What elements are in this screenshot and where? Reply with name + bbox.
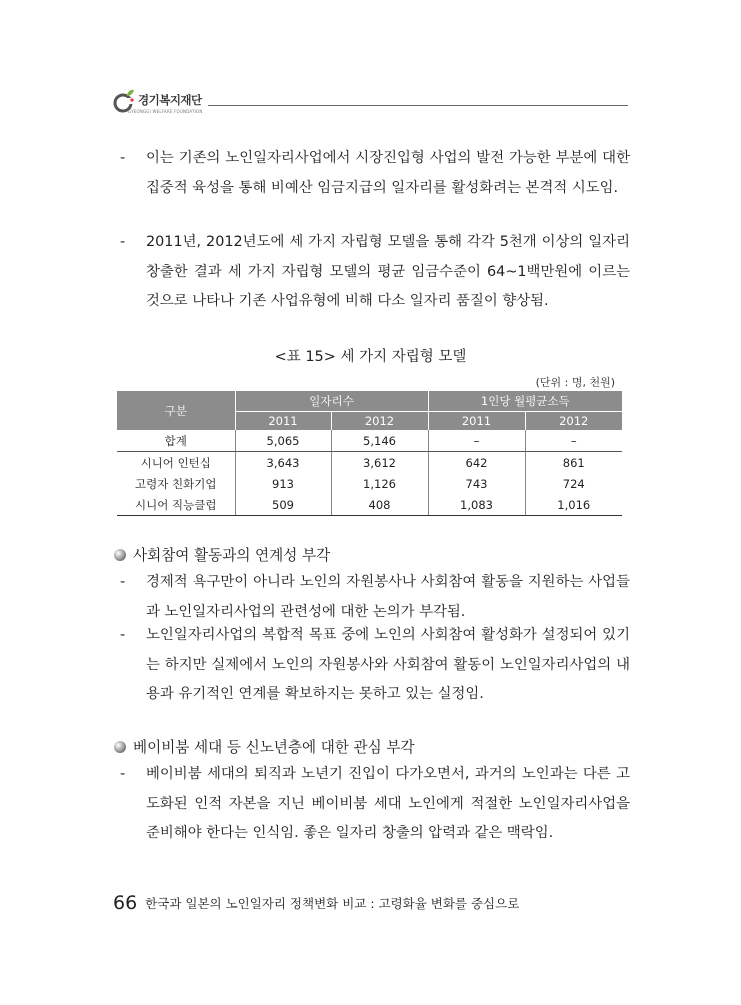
cell: 861 (525, 452, 622, 474)
paragraph-1 (120, 144, 630, 203)
paragraph-text: 노인일자리사업의 복합적 목표 중에 노인의 사회참여 활성화가 설정되어 있기는 하지만 실제에서 노인의 자원봉사와 사회참여 활동이 노인일자리사업의 내용과 유기적인 연계를 확보하지는 못하고 있는 실정임. (146, 627, 630, 702)
bullet-dash: - (120, 627, 126, 643)
paragraph-5 (120, 760, 630, 849)
paragraph-text: 경제적 욕구만이 아니라 노인의 자원봉사나 사회참여 활동을 지원하는 사업들과 노인일자리사업의 관련성에 대한 논의가 부각됨. (146, 574, 630, 620)
table-row (117, 494, 622, 516)
paragraph-4 (120, 621, 630, 710)
foundation-name: 경기복지재단 (138, 93, 202, 107)
header-divider (208, 105, 628, 106)
paragraph-text: 베이비붐 세대의 퇴직과 노년기 진입이 다가오면서, 과거의 노인과는 다른 고도화된 인적 자본을 지닌 베이비붐 세대 노인에게 적절한 노인일자리사업을 준비해야 한다는 인식임. 좋은 일자리 창출의 압력과 같은 맥락임. (146, 766, 630, 841)
cell: 3,643 (235, 452, 331, 474)
header-year: 2012 (331, 412, 428, 431)
section-title: 베이비붐 세대 등 신노년층에 대한 관심 부각 (133, 739, 415, 756)
page-footer (113, 892, 519, 914)
header-year: 2011 (235, 412, 331, 431)
table-unit: (단위 : 명, 천원) (535, 376, 615, 389)
header-category: 구분 (117, 391, 235, 430)
cell: 509 (235, 494, 331, 516)
table-row-total (117, 430, 622, 452)
foundation-english-name: GYEONGGI WELFARE FOUNDATION (128, 109, 203, 114)
cell: – (525, 430, 622, 452)
table-header-row (117, 391, 622, 412)
paragraph-3 (120, 568, 630, 627)
cell: 408 (331, 494, 428, 516)
cell: 724 (525, 473, 622, 494)
cell: 1,016 (525, 494, 622, 516)
cell: 913 (235, 473, 331, 494)
section-heading-2 (113, 736, 415, 757)
paragraph-2 (120, 228, 630, 317)
cell: 3,612 (331, 452, 428, 474)
row-label: 합계 (117, 430, 235, 452)
table-row (117, 473, 622, 494)
sphere-bullet-icon (113, 740, 127, 754)
header-year: 2012 (525, 412, 622, 431)
table-caption: <표 15> 세 가지 자립형 모델 (274, 349, 467, 365)
header-year: 2011 (428, 412, 525, 431)
bullet-dash: - (120, 150, 126, 166)
cell: – (428, 430, 525, 452)
section-title: 사회참여 활동과의 연계성 부각 (133, 547, 331, 564)
row-label: 고령자 친화기업 (135, 476, 217, 491)
cell: 1,126 (331, 473, 428, 494)
cell: 5,146 (331, 430, 428, 452)
sphere-bullet-icon (113, 548, 127, 562)
cell: 642 (428, 452, 525, 474)
paragraph-text: 이는 기존의 노인일자리사업에서 시장진입형 사업의 발전 가능한 부분에 대한 집중적 육성을 통해 비예산 임금지급의 일자리를 활성화려는 본격적 시도임. (146, 150, 630, 196)
bullet-dash: - (120, 766, 126, 782)
cell: 1,083 (428, 494, 525, 516)
data-table (117, 391, 622, 516)
row-label: 시니어 직능클럽 (117, 494, 235, 516)
row-label: 시니어 인턴십 (140, 455, 211, 470)
section-heading-1 (113, 544, 330, 565)
cell: 5,065 (235, 430, 331, 452)
page-number: 66 (113, 892, 138, 914)
cell: 743 (428, 473, 525, 494)
book-title: 한국과 일본의 노인일자리 정책변화 비교 : 고령화율 변화를 중심으로 (145, 896, 520, 911)
bullet-dash: - (120, 574, 126, 590)
header-jobs: 일자리수 (235, 391, 428, 412)
table-row (117, 452, 622, 474)
paragraph-text: 2011년, 2012년도에 세 가지 자립형 모델을 통해 각각 5천개 이상의 일자리 창출한 결과 세 가지 자립형 모델의 평균 임금수준이 64~1백만원에 이르는 것으로 나타나 기존 사업유형에 비해 다소 일자리 품질이 향상됨. (146, 234, 630, 309)
header-income: 1인당 월평균소득 (428, 391, 622, 412)
page-header (112, 88, 628, 118)
bullet-dash: - (120, 234, 126, 250)
